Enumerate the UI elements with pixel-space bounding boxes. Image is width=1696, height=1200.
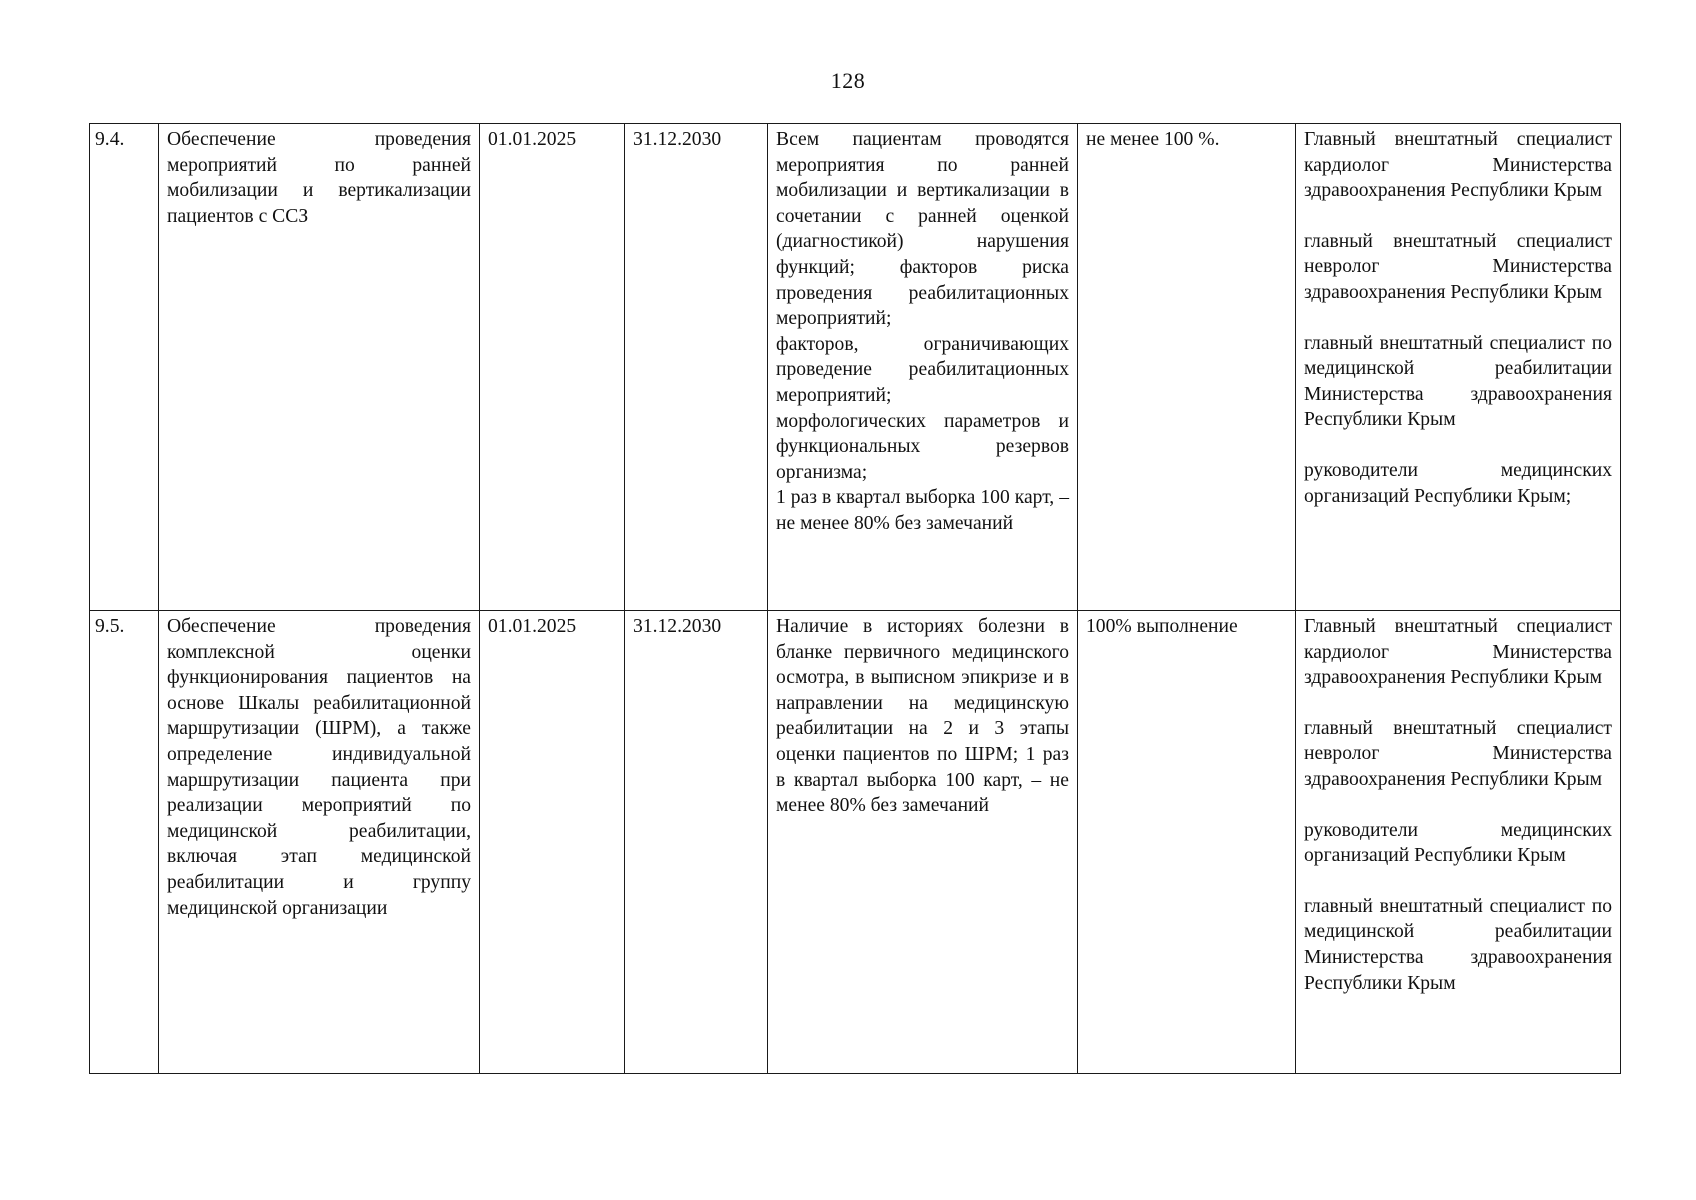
criteria-cell	[768, 124, 1078, 611]
criteria-paragraph: Наличие в историях болезни в бланке первичного медицинского осмотра, в выписном эпикризе и в направлении на медицинскую реабилитации на 2 и 3 этапы оценки пациентов по ШРМ; 1 раз в квартал выборка 100 карт, – не менее 80% без замечаний	[776, 616, 1069, 817]
start-date: 01.01.2025	[480, 124, 625, 611]
criteria-cell	[768, 611, 1078, 1074]
criteria-paragraph: 1 раз в квартал выборка 100 карт, – не менее 80% без замечаний	[776, 487, 1069, 534]
table-row	[90, 611, 1621, 1074]
page-number: 128	[830, 68, 866, 93]
measure-description: Обеспечение проведения мероприятий по ранней мобилизации и вертикализации пациентов с ССЗ	[159, 124, 480, 611]
responsible-entry: главный внештатный специалист по медицинской реабилитации Министерства здравоохранения Республики Крым	[1304, 895, 1612, 994]
criteria-paragraph: Всем пациентам проводятся мероприятия по ранней мобилизации и вертикализации в сочетании с ранней оценкой (диагностикой) нарушения функций; факторов риска проведения реабилитационных мероприятий;	[776, 129, 1069, 330]
target-indicator: не менее 100 %.	[1078, 124, 1296, 611]
responsible-cell	[1296, 124, 1621, 611]
table-row	[90, 124, 1621, 611]
measure-description: Обеспечение проведения комплексной оценки функционирования пациентов на основе Шкалы реабилитационной маршрутизации (ШРМ), а также определение индивидуальной маршрутизации пациента при реализации мероприятий по медицинской реабилитации, включая этап медицинской реабилитации и группу медицинской организации	[159, 611, 480, 1074]
responsible-entry: главный внештатный специалист по медицинской реабилитации Министерства здравоохранения Республики Крым	[1304, 332, 1612, 431]
item-number: 9.4.	[90, 124, 159, 611]
responsible-entry: Главный внештатный специалист кардиолог Министерства здравоохранения Республики Крым	[1304, 616, 1612, 689]
item-number: 9.5.	[90, 611, 159, 1074]
responsible-cell	[1296, 611, 1621, 1074]
end-date: 31.12.2030	[625, 611, 768, 1074]
target-indicator: 100% выполнение	[1078, 611, 1296, 1074]
responsible-entry: Главный внештатный специалист кардиолог Министерства здравоохранения Республики Крым	[1304, 129, 1612, 202]
criteria-paragraph: факторов, ограничивающих проведение реабилитационных мероприятий;	[776, 333, 1069, 406]
start-date: 01.01.2025	[480, 611, 625, 1074]
end-date: 31.12.2030	[625, 124, 768, 611]
criteria-paragraph: морфологических параметров и функциональных резервов организма;	[776, 410, 1069, 483]
responsible-entry: руководители медицинских организаций Республики Крым;	[1304, 459, 1612, 507]
responsible-entry: руководители медицинских организаций Республики Крым	[1304, 819, 1612, 867]
responsible-entry: главный внештатный специалист невролог Министерства здравоохранения Республики Крым	[1304, 230, 1612, 303]
responsible-entry: главный внештатный специалист невролог Министерства здравоохранения Республики Крым	[1304, 717, 1612, 790]
measures-table	[89, 123, 1621, 1074]
